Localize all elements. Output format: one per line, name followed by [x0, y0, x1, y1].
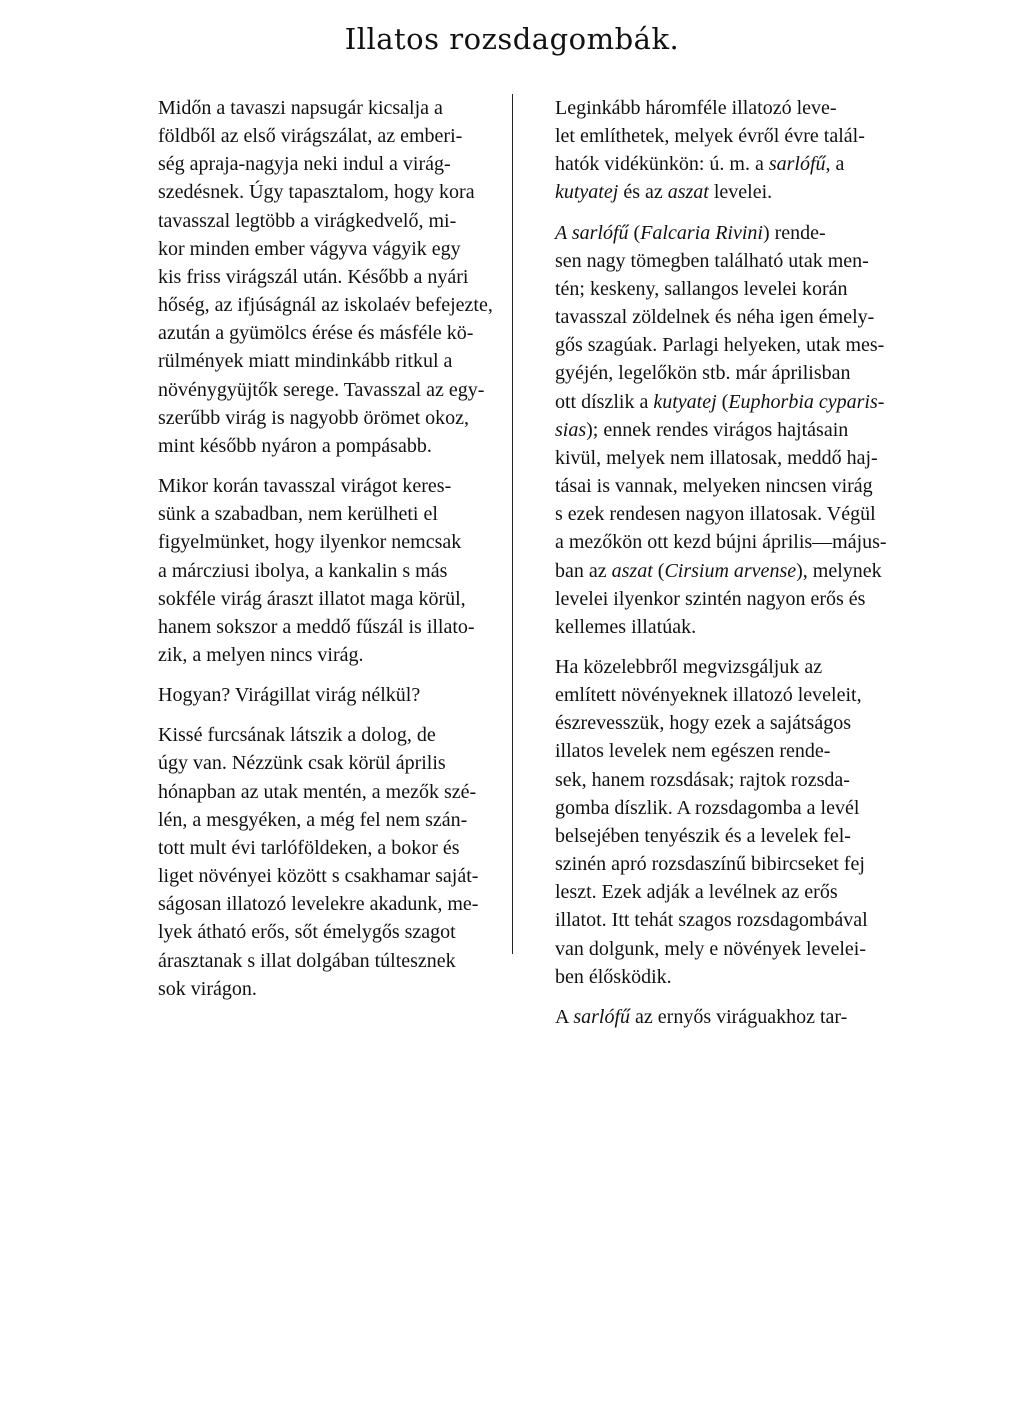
paragraph — [529, 1003, 895, 1031]
italic-term: Falcaria Rivini — [640, 221, 763, 244]
text-line: zik, a melyen nincs virág. — [158, 643, 364, 666]
paragraph — [132, 94, 500, 460]
column-divider — [512, 94, 513, 954]
text-line: szerűbb virág is nagyobb örömet okoz, — [158, 406, 470, 429]
text-line: Hogyan? Virágillat virág nélkül? — [158, 684, 421, 707]
text-line: van dolgunk, mely e növények levelei- — [555, 937, 867, 960]
text-line — [529, 219, 895, 247]
paragraph — [529, 94, 895, 207]
text-line: figyelmünket, hogy ilyenkor nemcsak — [158, 531, 462, 554]
text-run: ); ennek rendes virágos hajtásain — [586, 418, 849, 441]
text-line: Kissé furcsának látszik a dolog, de — [158, 724, 436, 747]
text-line — [529, 1003, 895, 1031]
italic-term: sias — [555, 418, 587, 441]
text-line: ség apraja-nagyja neki indul a virág- — [158, 153, 451, 176]
text-line: sokféle virág áraszt illatot maga körül, — [158, 587, 466, 610]
text-line: a mezőkön ott kezd bújni április—május- — [555, 531, 887, 554]
text-run: ( — [652, 559, 665, 582]
text-line: sek, hanem rozsdásak; rajtok rozsda- — [555, 768, 850, 791]
text-line: kor minden ember vágyva vágyik egy — [158, 237, 461, 260]
text-line — [529, 178, 895, 206]
text-line: gős szagúak. Parlagi helyeken, utak mes- — [555, 334, 885, 357]
text-line: illatot. Itt tehát szagos rozsdagombával — [555, 909, 868, 932]
paragraph — [132, 721, 500, 1003]
text-line — [529, 416, 895, 444]
text-line: gyéjén, legelőkön stb. már áprilisban — [555, 362, 851, 385]
text-line — [529, 388, 895, 416]
text-run: az ernyős viráguakhoz tar- — [630, 1005, 848, 1028]
paragraph — [132, 472, 500, 669]
paragraph — [529, 653, 895, 991]
text-line: let említhetek, melyek évről évre talál- — [555, 125, 865, 148]
text-line: leszt. Ezek adják a levélnek az erős — [555, 881, 838, 904]
text-line: gomba díszlik. A rozsdagomba a levél — [555, 796, 860, 819]
text-line: kivül, melyek nem illatosak, meddő haj- — [555, 446, 878, 469]
text-run: ) rende- — [762, 221, 826, 244]
text-line: kellemes illatúak. — [555, 615, 697, 638]
text-line: Leginkább háromféle illatozó leve- — [555, 97, 837, 119]
text-line: tavasszal legtöbb a virágkedvelő, mi- — [158, 209, 457, 232]
paragraph — [132, 681, 500, 709]
text-line: tén; keskeny, sallangos levelei korán — [555, 277, 848, 300]
text-line: azután a gyümölcs érése és másféle kö- — [158, 322, 474, 345]
text-line: tásai is vannak, melyeken nincsen virág — [555, 475, 873, 498]
text-line: levelei ilyenkor szintén nagyon erős és — [555, 587, 866, 610]
text-line: úgy van. Nézzünk csak körül április — [158, 752, 446, 775]
italic-term: kutyatej — [555, 181, 619, 204]
text-run: ( — [628, 221, 641, 244]
right-column — [529, 94, 895, 1031]
text-run: és az — [618, 181, 668, 204]
text-run: hatók vidékünkön: ú. m. a — [555, 153, 769, 176]
text-line: árasztanak s illat dolgában túltesznek — [158, 949, 456, 972]
text-line: rülmények miatt mindinkább ritkul a — [158, 350, 453, 373]
text-line: sen nagy tömegben található utak men- — [555, 249, 869, 272]
italic-term: A sarlófű — [555, 221, 629, 244]
text-line: lén, a mesgyéken, a még fel nem szán- — [158, 808, 468, 831]
text-line: a márcziusi ibolya, a kankalin s más — [158, 559, 448, 582]
italic-term: aszat — [611, 559, 653, 582]
text-line: kis friss virágszál után. Később a nyári — [158, 265, 469, 288]
text-line: liget növényei között s csakhamar saját- — [158, 865, 479, 888]
italic-term: aszat — [667, 181, 709, 204]
text-line: említett növényeknek illatozó leveleit, — [555, 684, 862, 707]
text-line: hanem sokszor a meddő fűszál is illato- — [158, 615, 475, 638]
text-line: növénygyüjtők serege. Tavasszal az egy- — [158, 378, 485, 401]
text-line: mint később nyáron a pompásabb. — [158, 434, 432, 457]
text-line: ságosan illatozó levelekre akadunk, me- — [158, 893, 479, 916]
text-run: ott díszlik a — [555, 390, 654, 413]
text-line: hőség, az ifjúságnál az iskolaév befejezte, — [158, 294, 493, 317]
text-line: sünk a szabadban, nem kerülheti el — [158, 503, 438, 526]
italic-term: Cirsium arvense — [664, 559, 797, 582]
text-line: szinén apró rozsdaszínű bibircseket fej — [555, 853, 865, 876]
text-line: s ezek rendesen nagyon illatosak. Végül — [555, 503, 876, 526]
text-run: levelei. — [708, 181, 773, 204]
text-line: tott mult évi tarlóföldeken, a bokor és — [158, 836, 460, 859]
text-run: ( — [716, 390, 729, 413]
text-run: ), melynek — [796, 559, 882, 582]
text-line: sok virágon. — [158, 977, 257, 1000]
text-run: A — [555, 1005, 574, 1028]
paragraph — [529, 219, 895, 641]
text-line: Mikor korán tavasszal virágot keres- — [158, 475, 452, 498]
text-line: szedésnek. Úgy tapasztalom, hogy kora — [158, 181, 475, 204]
text-line — [529, 557, 895, 585]
italic-term: sarlófű — [768, 153, 826, 176]
text-line: Ha közelebbről megvizsgáljuk az — [555, 655, 823, 678]
text-run: , a — [825, 153, 845, 176]
left-column — [132, 94, 500, 1003]
text-line: tavasszal zöldelnek és néha igen émely- — [555, 306, 875, 329]
italic-term: Euphorbia cyparis- — [728, 390, 885, 413]
italic-term: sarlófű — [573, 1005, 631, 1028]
text-line: lyek átható erős, sőt émelygős szagot — [158, 921, 456, 944]
text-line: hónapban az utak mentén, a mezők szé- — [158, 780, 477, 803]
text-line — [529, 150, 895, 178]
text-line: földből az első virágszálat, az emberi- — [158, 125, 463, 148]
text-line: ben élősködik. — [555, 965, 672, 988]
italic-term: kutyatej — [653, 390, 717, 413]
text-line: illatos levelek nem egészen rende- — [555, 740, 831, 763]
text-line: belsejében tenyészik és a levelek fel- — [555, 824, 851, 847]
page-title: Illatos rozsdagombák. — [344, 22, 680, 56]
text-run: ban az — [555, 559, 612, 582]
text-line: észrevesszük, hogy ezek a sajátságos — [555, 712, 851, 735]
text-line: Midőn a tavaszi napsugár kicsalja a — [158, 97, 443, 119]
